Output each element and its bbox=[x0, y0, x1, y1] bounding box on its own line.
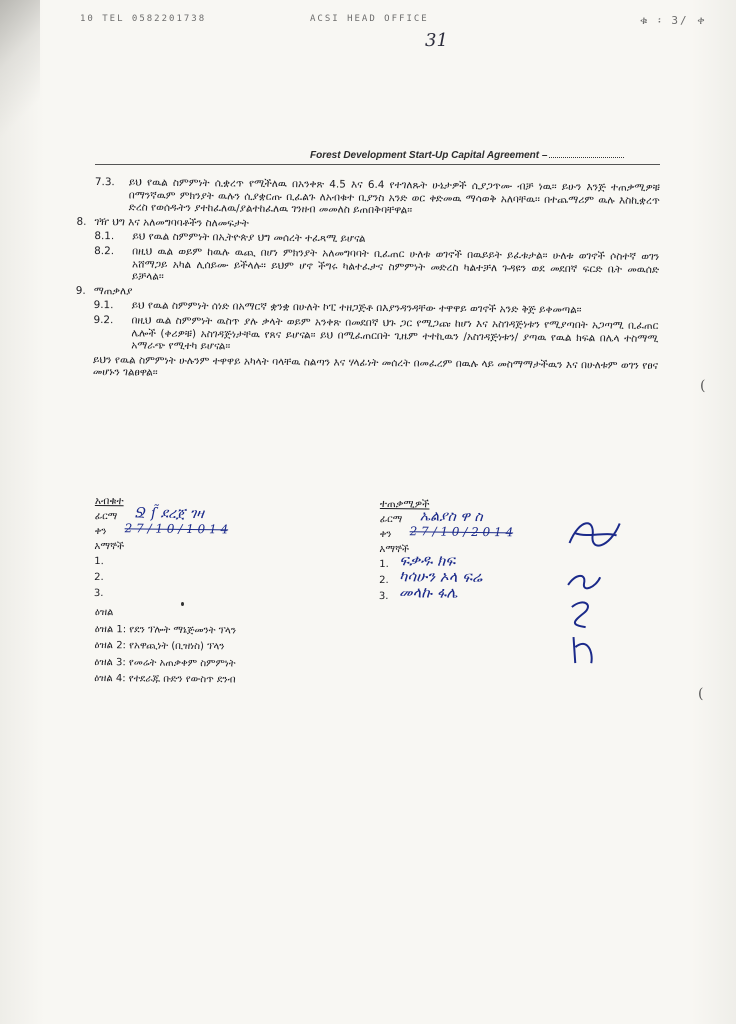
witness-name: ካሳሁን ኦላ ፍሬ bbox=[399, 567, 483, 587]
annex-item: ዕዝል 3: የመሬት አጠቃቀም ስምምነት bbox=[94, 656, 236, 669]
witness-number: 1. bbox=[379, 558, 389, 571]
witness-number: 1. bbox=[94, 555, 104, 568]
handwritten-date: 2 7 / 1 0 / 1 0 1 4 bbox=[124, 521, 229, 537]
header-rule bbox=[95, 164, 660, 165]
witness-number: 3. bbox=[378, 590, 389, 603]
clause-text: በዚህ ዉል ወይም ከዉሉ ዉጪ በሆነ ምክንያት አለመግባባት ቢፈጠር ሁለቱ ወገኖች በዉይይት ይፈቱታል። ሁለቱ ወገኖች ሶስተኛ ወገን አሸማጋይ አካል ሊሰይሙ ይችላሉ። ይህም ሆኖ ችግሩ ካልተፈታና ስምምነት መድረስ ካልተቻለ ጉዳዩን ወደ መደበኛ ፍርድ ቤት መዉሰድ ይቻላል። bbox=[131, 245, 660, 283]
witness-number: 2. bbox=[379, 574, 389, 587]
clause bbox=[94, 245, 659, 289]
margin-bracket: ( bbox=[698, 686, 704, 702]
witness-initials-scribble bbox=[564, 571, 604, 591]
clause-text: ይህ የዉል ስምምነት ሰነድ በአማርኛ ቋንቋ በሁለት ኮፒ ተዘጋጅቶ በእያንዳንዳቸው ተዋዋይ ወገኖች አንድ ቅጅ ይቀመጣል። bbox=[131, 299, 582, 317]
witness-name: መላኩ ፋሌ bbox=[398, 583, 458, 602]
witness-title: እማኞች bbox=[94, 540, 125, 553]
witness-name: ፍቃዱ ክፍ bbox=[399, 551, 456, 570]
date-label: ቀን bbox=[94, 525, 107, 538]
witness-initials-scribble bbox=[563, 597, 604, 667]
clause-number: 8. bbox=[76, 215, 87, 228]
annex-title: ዕዝል bbox=[94, 606, 114, 619]
clause bbox=[93, 314, 658, 358]
clause-number: 9. bbox=[75, 284, 86, 297]
fax-ref: 10 TEL 0582201738 bbox=[80, 14, 207, 24]
annex-item: ዕዝል 1: የደን ፕሎት ማኔጅመንት ፕላን bbox=[94, 623, 237, 636]
date-label: ቀን bbox=[379, 528, 392, 541]
witness-list bbox=[94, 554, 344, 605]
clause-number: 9.1. bbox=[93, 299, 114, 312]
clauses-body bbox=[75, 176, 660, 385]
signature-block bbox=[93, 494, 695, 603]
clause bbox=[95, 176, 660, 220]
clause-text: ይህ የዉል ስምምነት ሲቋረጥ የሚችለዉ በአንቀጽ 4.5 እና 6.4 የተገለጹት ሁኔታዎች ሲያጋጥሙ ብቻ ነዉ። ይሁን እንጅ ተጠቃሚዎቹ በማንኛዉም ምክንያት ዉሉን ሲያቋርጡ ቢፈልጉ ለአብቁተ ቢያንስ አንድ ወር ቀድመዉ ማሳወቅ አለባቸዉ። በተጨማሪም ዉሉ እስኪቋረጥ ድረስ የወሰዱትን ያተከፈለዉ/ያልተከፈለዉ ገንዘብ መመለስ ይጠበቅባቸዋል። bbox=[128, 176, 660, 217]
party-title: ተጠቃሚዎች bbox=[379, 497, 430, 511]
sign-label: ፊርማ bbox=[94, 510, 118, 523]
clause-number: 8.2. bbox=[94, 244, 115, 258]
clause-text: ማጠቃለያ bbox=[93, 284, 133, 298]
page-number: 31 bbox=[425, 30, 448, 51]
closing-statement: ይህን የዉል ስምምነት ሁሉንም ተዋዋይ አካላት ባላቸዉ ስልጣን እና ሃላፊነት መሰረት በመፈረም በዉሉ ላይ መስማማታችዉን እና በሁለቱም ወገን የፀና መሆኑን ገልፀዋል። bbox=[92, 353, 659, 379]
clause-text: ይህ የዉል ስምምነት በኢትዮጵያ ህግ መሰረት ተፈጻሚ ይሆናል bbox=[132, 230, 366, 246]
handwritten-signature: Ջ ſ̃ ደረጀ ገዛ bbox=[134, 505, 204, 523]
party-left bbox=[94, 494, 345, 605]
witness-number: 2. bbox=[94, 571, 104, 584]
running-header-rule bbox=[549, 157, 624, 158]
witness-title: እማኞች bbox=[379, 543, 410, 556]
clause-text: በዚህ ዉል ስምምነት ዉስጥ ያሉ ቃላት ወይም አንቀጽ በመደበኛ ህጉ ጋር የሚጋጩ ከሆነ እና አስገዳጅነቱን የሚያጣበት አጋጣሚ ቢፈጠር ሌሎች (ቀሪዎቹ) አስገዳጅነታቸዉ የጸና ይሆናል። ይህ በሚፈጠርበት ጊዜም ተተኪዉን /አስገዳጅነቱን/ ያጣዉ የዉል ክፍል በሌላ ተስማሚ አማራጭ የሚተካ ይሆናል። bbox=[131, 314, 659, 353]
clause-number: 7.3. bbox=[94, 176, 115, 189]
fax-office: ACSI HEAD OFFICE bbox=[310, 14, 429, 24]
margin-bracket: ( bbox=[700, 378, 706, 394]
clause-number: 9.2. bbox=[93, 313, 114, 327]
annex-item: ዕዝል 2: የአዋጪነት (ቢዝነስ) ፕላን bbox=[94, 639, 225, 653]
signature-scribble bbox=[564, 513, 624, 554]
party-title: አብቁተ bbox=[94, 494, 124, 508]
annex-list bbox=[94, 605, 355, 690]
fax-page-mark: ቁ ፡ 3/ ቀ bbox=[640, 14, 707, 27]
folded-corner-shadow bbox=[0, 0, 40, 160]
running-header-text: Forest Development Start-Up Capital Agreement – bbox=[310, 150, 548, 161]
clause-number: 8.1. bbox=[94, 230, 115, 243]
handwritten-date: 2 7 / 1 0 / 2 0 1 4 bbox=[409, 524, 514, 540]
clause-text: ገዥ ህግ እና አለመግባባቶችን ስለመፍታት bbox=[94, 215, 249, 230]
annex-item: ዕዝል 4: የተደራጁ ቡድን የውስጥ ደንብ bbox=[94, 672, 236, 686]
running-header bbox=[310, 150, 660, 161]
handwritten-signature: ኤልያስ ዋ ስ bbox=[419, 508, 483, 526]
sign-label: ፊርማ bbox=[379, 513, 403, 526]
date-row bbox=[94, 521, 345, 542]
witness-number: 3. bbox=[93, 587, 104, 600]
